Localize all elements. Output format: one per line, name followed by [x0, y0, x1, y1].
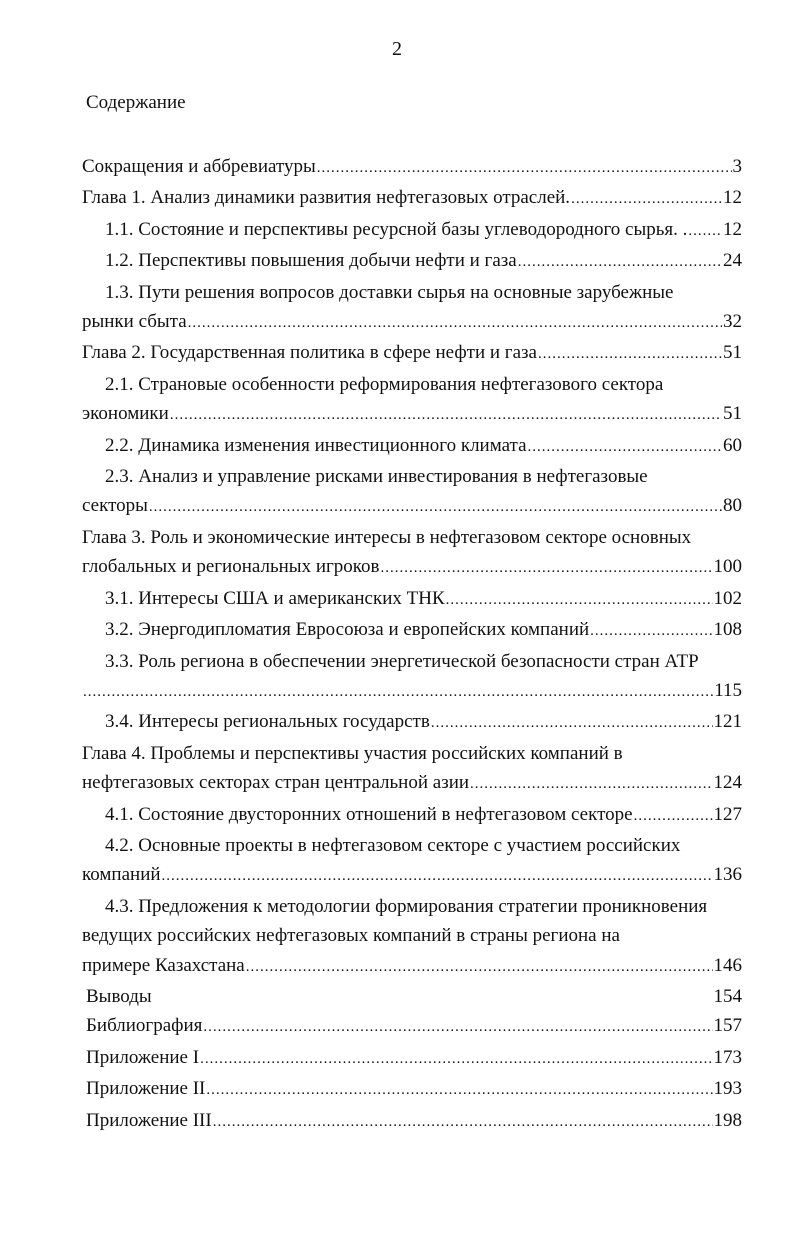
- dot-leader: [634, 802, 713, 831]
- dot-leader: [162, 862, 713, 891]
- toc-entry: [0, 152, 794, 183]
- dot-leader: [317, 154, 732, 183]
- toc-page-number: 51: [723, 403, 742, 425]
- toc-page-number: 154: [713, 985, 742, 1007]
- dot-leader: [188, 309, 722, 338]
- toc-entry: [0, 707, 794, 738]
- toc-page-number: 146: [713, 954, 742, 976]
- toc-page-number: 136: [713, 864, 742, 886]
- toc-entry: [0, 246, 794, 277]
- toc-page-number: 3: [732, 156, 742, 177]
- toc-entry-title: 3.1. Интересы США и американских ТНК: [105, 587, 445, 609]
- dot-leader: [688, 217, 722, 246]
- toc-entry-title: 3.3. Роль региона в обеспечении энергетической безопасности стран АТР: [105, 650, 699, 672]
- toc-entry-title: Глава 4. Проблемы и перспективы участия российских компаний в: [82, 742, 623, 764]
- toc-entry-title: 1.1. Состояние и перспективы ресурсной базы углеводородного сырья. .: [105, 218, 688, 240]
- dot-leader: [213, 1108, 713, 1137]
- toc-entry: [0, 278, 794, 339]
- dot-leader: [200, 1045, 712, 1074]
- toc-title: Содержание: [86, 92, 186, 113]
- toc-entry-title: 2.2. Динамика изменения инвестиционного климата: [105, 434, 527, 456]
- toc-entry: [0, 1074, 794, 1105]
- dot-leader: [206, 1076, 712, 1105]
- toc-entry-title: экономики: [82, 403, 169, 425]
- toc-entry: [0, 800, 794, 831]
- dot-leader: [246, 953, 713, 982]
- toc-entry-title: 3.4. Интересы региональных государств: [105, 711, 430, 733]
- toc-page-number: 60: [723, 434, 742, 456]
- toc-entry: [0, 431, 794, 462]
- toc-entry-title: примере Казахстана: [82, 954, 245, 976]
- dot-leader: [446, 586, 713, 615]
- toc-entry-title: Библиография: [86, 1015, 203, 1037]
- toc-entry: [0, 739, 794, 800]
- toc-entry-title: Приложение III: [86, 1109, 212, 1131]
- toc-entry-title: Приложение I: [86, 1046, 200, 1068]
- dot-leader: [83, 678, 713, 707]
- toc-entry-title: секторы: [82, 495, 148, 517]
- dot-leader: [528, 433, 722, 462]
- toc-page-number: 51: [723, 342, 742, 364]
- toc-page-number: 127: [713, 803, 742, 825]
- toc-entry: [0, 523, 794, 584]
- toc-entry-title: ведущих российских нефтегазовых компаний в страны региона на: [82, 925, 620, 947]
- toc-entry: [0, 831, 794, 892]
- toc-page-number: 124: [713, 772, 742, 794]
- toc-entry: [0, 215, 794, 246]
- dot-leader: [470, 770, 712, 799]
- toc-entry: [0, 1106, 794, 1137]
- toc-page-number: 121: [713, 711, 742, 733]
- toc-entry: [0, 584, 794, 615]
- toc-entry: [0, 1011, 794, 1042]
- toc-entry: [0, 462, 794, 523]
- dot-leader: [170, 401, 722, 430]
- toc-entry-title: Выводы: [86, 985, 152, 1007]
- toc-entry-title: 2.1. Страновые особенности реформирования нефтегазового сектора: [105, 373, 664, 395]
- toc-page-number: 80: [723, 495, 742, 517]
- toc-page-number: 173: [713, 1046, 742, 1068]
- toc-entry-title: 1.3. Пути решения вопросов доставки сырья на основные зарубежные: [105, 281, 674, 303]
- table-of-contents: [0, 152, 794, 1137]
- toc-entry-title: 4.1. Состояние двусторонних отношений в нефтегазовом секторе: [105, 803, 633, 825]
- toc-entry-title: 2.3. Анализ и управление рисками инвестирования в нефтегазовые: [105, 466, 648, 488]
- dot-leader: [590, 617, 712, 646]
- toc-page-number: 102: [713, 587, 742, 609]
- toc-page-number: 193: [713, 1078, 742, 1100]
- toc-page-number: 32: [723, 311, 742, 333]
- toc-entry-title: Приложение II: [86, 1078, 206, 1100]
- toc-entry: [0, 338, 794, 369]
- page-number: 2: [392, 38, 402, 60]
- toc-entry-title: Глава 1. Анализ динамики развития нефтегазовых отраслей.: [82, 187, 571, 209]
- toc-entry-title: Глава 2. Государственная политика в сфере нефти и газа: [82, 342, 537, 364]
- toc-entry-title: 3.2. Энергодипломатия Евросоюза и европейских компаний: [105, 619, 590, 641]
- toc-entry-title: нефтегазовых секторах стран центральной азии: [82, 772, 470, 794]
- toc-entry-title: Глава 3. Роль и экономические интересы в нефтегазовом секторе основных: [82, 526, 692, 548]
- dot-leader: [538, 340, 722, 369]
- toc-entry: [0, 183, 794, 214]
- toc-entry: [0, 982, 794, 1011]
- toc-page-number: 157: [713, 1015, 742, 1037]
- toc-page-number: 115: [714, 679, 742, 701]
- toc-entry-title: 4.2. Основные проекты в нефтегазовом секторе с участием российских: [105, 834, 681, 856]
- toc-entry: [0, 370, 794, 431]
- toc-page-number: 12: [723, 218, 742, 240]
- dot-leader: [571, 185, 722, 214]
- dot-leader: [149, 493, 722, 522]
- dot-leader: [431, 709, 713, 738]
- toc-page-number: 12: [723, 187, 742, 209]
- toc-entry: [0, 892, 794, 982]
- toc-entry: [0, 647, 794, 708]
- toc-entry-title: рынки сбыта: [82, 311, 187, 333]
- dot-leader: [518, 248, 722, 277]
- dot-leader: [381, 554, 713, 583]
- toc-page-number: 198: [713, 1109, 742, 1131]
- toc-entry: [0, 615, 794, 646]
- toc-entry-title: 4.3. Предложения к методологии формирования стратегии проникновения: [105, 895, 708, 917]
- toc-entry-title: глобальных и региональных игроков: [82, 556, 380, 578]
- toc-entry-title: компаний: [82, 864, 161, 886]
- toc-entry-title: Сокращения и аббревиатуры: [82, 156, 316, 177]
- toc-page-number: 108: [713, 619, 742, 641]
- toc-entry: [0, 1043, 794, 1074]
- toc-entry-title: 1.2. Перспективы повышения добычи нефти и газа: [105, 250, 517, 272]
- toc-page-number: 100: [713, 556, 742, 578]
- toc-page-number: 24: [723, 250, 742, 272]
- dot-leader: [203, 1013, 712, 1042]
